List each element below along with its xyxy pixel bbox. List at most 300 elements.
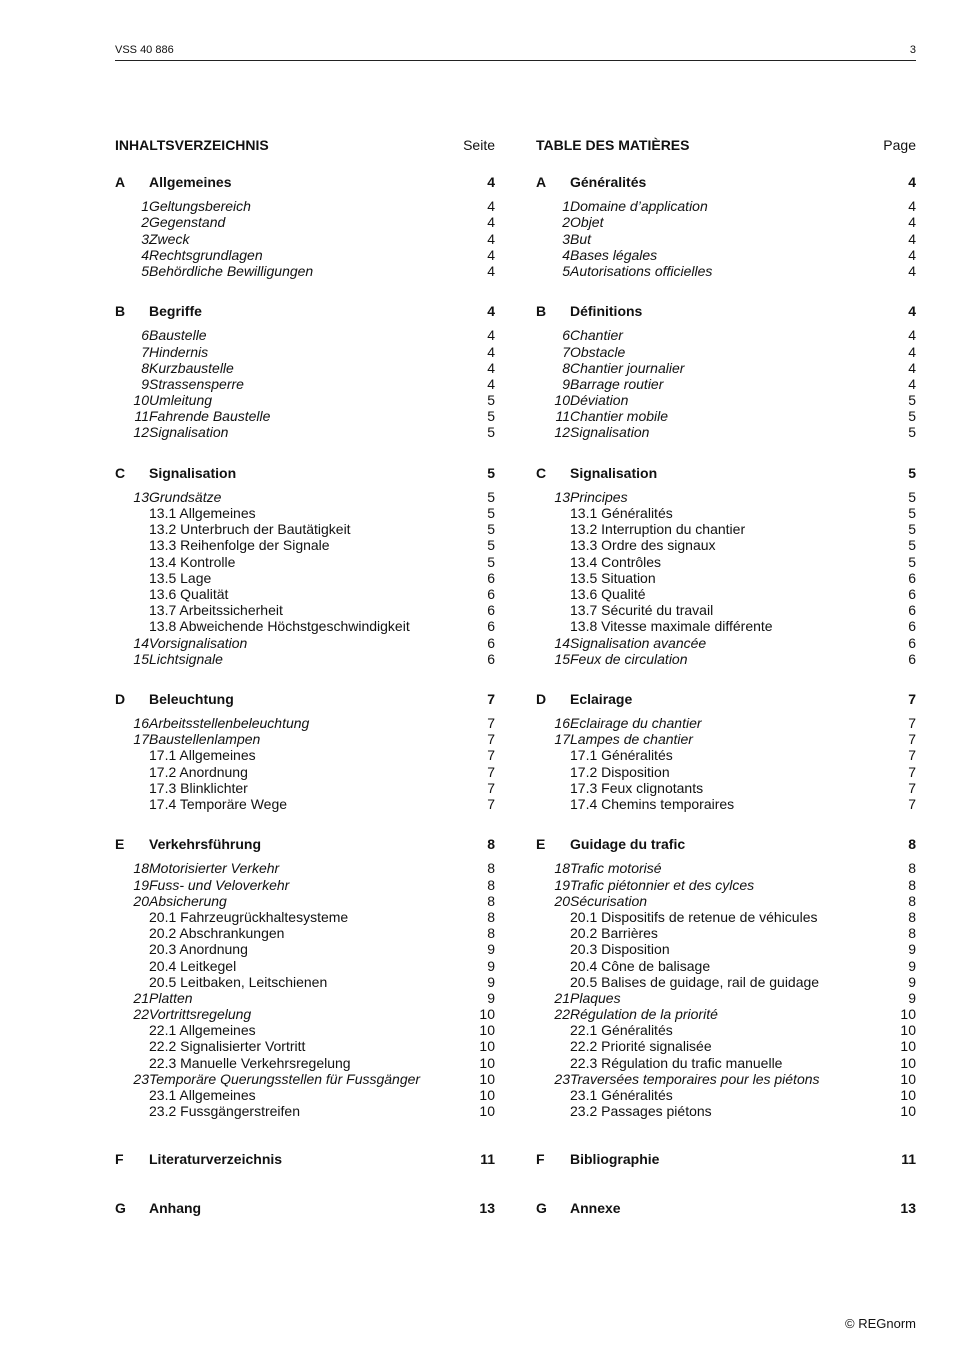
section-page: 5 (908, 464, 916, 481)
toc-entry (536, 408, 916, 424)
entry-label: Temporäre Querungsstellen für Fussgänger (149, 1070, 421, 1087)
entry-page: 10 (900, 1054, 916, 1071)
entry-label: 13.6 Qualität (149, 585, 229, 602)
toc-subentry (115, 1103, 495, 1119)
toc-entry (115, 247, 495, 263)
toc-entry (536, 731, 916, 747)
toc-subentry (536, 1055, 916, 1071)
entry-number: 17 (133, 731, 149, 748)
entry-label: 23.2 Passages piétons (570, 1103, 712, 1120)
section-letter: G (115, 1199, 126, 1216)
entry-page: 8 (487, 892, 495, 909)
toc-title: TABLE DES MATIÈRES (536, 137, 690, 153)
entry-page: 5 (908, 408, 916, 425)
toc-subentry (115, 1022, 495, 1038)
toc-subentry (536, 1103, 916, 1119)
toc-entry (536, 392, 916, 408)
entry-label: 17.2 Anordnung (149, 763, 248, 780)
toc-entry (536, 424, 916, 440)
entry-label: 13.3 Reihenfolge der Signale (149, 537, 330, 554)
entry-label: 20.4 Cône de balisage (570, 957, 711, 974)
toc-subentry (115, 586, 495, 602)
running-header (115, 44, 916, 61)
section-page: 4 (908, 303, 916, 320)
entry-number: 20 (554, 892, 570, 909)
entry-number: 4 (141, 246, 149, 263)
entry-page: 9 (487, 989, 495, 1006)
entry-label: Autorisations officielles (570, 262, 713, 279)
toc-section-heading (115, 836, 495, 852)
toc-subentry (536, 909, 916, 925)
section-letter: E (115, 836, 125, 853)
toc-section-heading (536, 303, 916, 319)
section-letter: D (115, 690, 126, 707)
entry-page: 7 (908, 715, 916, 732)
entry-page: 6 (908, 650, 916, 667)
section-letter: F (115, 1151, 124, 1168)
page-column-label: Seite (463, 137, 495, 153)
section-letter: B (115, 303, 126, 320)
entry-label: 13.3 Ordre des signaux (570, 537, 716, 554)
entry-number: 17 (554, 731, 570, 748)
toc-entry (115, 198, 495, 214)
entry-page: 4 (487, 327, 495, 344)
toc-title-row (115, 135, 495, 155)
toc-entry (115, 408, 495, 424)
toc-entry (536, 327, 916, 343)
entry-page: 6 (487, 634, 495, 651)
entry-page: 4 (487, 214, 495, 231)
section-page: 8 (487, 836, 495, 853)
entry-page: 7 (487, 747, 495, 764)
section-page: 13 (479, 1199, 495, 1216)
page-column-label: Page (883, 137, 916, 153)
entry-label: Fuss- und Veloverkehr (149, 876, 290, 893)
entry-label: Baustelle (149, 327, 207, 344)
toc-entry (536, 360, 916, 376)
entry-label: Arbeitsstellenbeleuchtung (149, 715, 310, 732)
toc-subentry (115, 537, 495, 553)
entry-page: 8 (487, 908, 495, 925)
entry-label: 20.2 Barrières (570, 925, 658, 942)
toc-entry (115, 344, 495, 360)
toc-subentry (115, 1087, 495, 1103)
entry-page: 6 (487, 569, 495, 586)
entry-page: 5 (487, 408, 495, 425)
entry-page: 5 (487, 505, 495, 521)
entry-label: Eclairage du chantier (570, 715, 702, 732)
entry-page: 4 (908, 375, 916, 392)
toc-section-heading (536, 691, 916, 707)
entry-label: 22.1 Généralités (570, 1022, 673, 1039)
entry-page: 5 (487, 537, 495, 554)
entry-number: 7 (141, 343, 149, 360)
entry-page: 8 (487, 925, 495, 942)
section-page: 4 (487, 303, 495, 320)
entry-page: 6 (487, 602, 495, 619)
entry-page: 7 (487, 796, 495, 812)
entry-label: 20.3 Disposition (570, 941, 670, 958)
entry-number: 5 (141, 262, 149, 279)
entry-label: 20.4 Leitkegel (149, 957, 237, 974)
entry-number: 16 (554, 715, 570, 732)
entry-page: 6 (908, 585, 916, 602)
toc-subentry (115, 796, 495, 812)
entry-label: 13.8 Vitesse maximale différente (570, 618, 773, 635)
entry-page: 6 (908, 602, 916, 619)
entry-number: 3 (562, 230, 570, 247)
entry-number: 23 (554, 1070, 570, 1087)
page-number: 3 (909, 44, 916, 56)
toc-subentry (536, 958, 916, 974)
toc-subentry (115, 1038, 495, 1054)
entry-page: 7 (908, 747, 916, 764)
entry-page: 10 (900, 1087, 916, 1103)
section-page: 11 (901, 1151, 916, 1168)
toc-subentry (536, 764, 916, 780)
entry-page: 10 (479, 1070, 495, 1087)
toc-entry (115, 263, 495, 279)
entry-number: 22 (133, 1006, 149, 1023)
entry-page: 9 (487, 957, 495, 974)
entry-label: 13.2 Unterbruch der Bautätigkeit (149, 521, 351, 538)
toc-subentry (115, 570, 495, 586)
entry-page: 9 (908, 989, 916, 1006)
entry-number: 20 (133, 892, 149, 909)
entry-label: Signalisation (149, 424, 229, 441)
entry-page: 10 (900, 1038, 916, 1055)
entry-label: 13.8 Abweichende Höchstgeschwindigkeit (149, 618, 410, 635)
section-title: Beleuchtung (149, 690, 234, 707)
toc-section-heading (115, 691, 495, 707)
entry-number: 12 (554, 424, 570, 441)
section-title: Begriffe (149, 303, 202, 320)
toc-subentry (536, 1038, 916, 1054)
entry-label: 17.1 Généralités (570, 747, 673, 764)
toc-subentry (536, 618, 916, 634)
entry-page: 4 (487, 375, 495, 392)
section-title: Verkehrsführung (149, 836, 262, 853)
toc-section-heading (115, 1200, 495, 1216)
toc-subentry (115, 747, 495, 763)
toc-entry (115, 731, 495, 747)
toc-subentry (536, 1022, 916, 1038)
section-page: 4 (487, 174, 495, 190)
toc-subentry (536, 505, 916, 521)
entry-label: Signalisation (570, 424, 650, 441)
entry-page: 10 (479, 1006, 495, 1023)
entry-label: 20.3 Anordnung (149, 941, 248, 958)
toc-german (115, 135, 495, 1216)
entry-page: 9 (908, 973, 916, 990)
section-title: Guidage du trafic (570, 836, 686, 853)
entry-label: Fahrende Baustelle (149, 408, 271, 425)
toc-subentry (536, 554, 916, 570)
entry-label: 23.1 Allgemeines (149, 1087, 256, 1103)
toc-subentry (536, 925, 916, 941)
toc-title: INHALTSVERZEICHNIS (115, 137, 269, 153)
entry-number: 9 (141, 375, 149, 392)
toc-entry (115, 1006, 495, 1022)
entry-label: 13.5 Situation (570, 569, 656, 586)
entry-page: 5 (487, 553, 495, 570)
toc-entry (536, 231, 916, 247)
section-letter: C (115, 464, 126, 481)
entry-label: 13.1 Généralités (570, 505, 673, 521)
toc-entry (115, 893, 495, 909)
entry-label: Trafic piétonnier et des cylces (570, 876, 755, 893)
toc-subentry (536, 974, 916, 990)
entry-number: 1 (562, 198, 570, 215)
section-letter: D (536, 690, 547, 707)
entry-label: Régulation de la priorité (570, 1006, 718, 1023)
entry-page: 5 (908, 392, 916, 409)
entry-page: 4 (908, 327, 916, 344)
entry-number: 13 (554, 488, 570, 505)
section-title: Généralités (570, 174, 647, 190)
section-letter: A (536, 174, 547, 190)
entry-label: Barrage routier (570, 375, 664, 392)
entry-page: 10 (900, 1006, 916, 1023)
section-title: Signalisation (570, 464, 658, 481)
toc-entry (536, 214, 916, 230)
entry-page: 7 (487, 731, 495, 748)
entry-number: 21 (133, 989, 149, 1006)
entry-label: Lampes de chantier (570, 731, 693, 748)
entry-number: 10 (133, 392, 149, 409)
section-page: 13 (900, 1199, 916, 1216)
entry-label: Feux de circulation (570, 650, 688, 667)
entry-page: 4 (908, 214, 916, 231)
entry-label: Vortrittsregelung (149, 1006, 252, 1023)
entry-number: 18 (554, 860, 570, 877)
entry-label: Domaine d’application (570, 198, 708, 215)
toc-subentry (115, 1055, 495, 1071)
entry-page: 10 (479, 1103, 495, 1120)
toc-subentry (536, 570, 916, 586)
toc-section-heading (536, 465, 916, 481)
toc-entry (115, 424, 495, 440)
entry-label: Déviation (570, 392, 629, 409)
entry-label: Chantier journalier (570, 359, 685, 376)
toc-entry (115, 990, 495, 1006)
section-title: Literaturverzeichnis (149, 1151, 283, 1168)
section-letter: B (536, 303, 547, 320)
section-title: Signalisation (149, 464, 237, 481)
entry-page: 7 (908, 763, 916, 780)
entry-page: 7 (487, 763, 495, 780)
entry-page: 10 (900, 1022, 916, 1039)
entry-number: 9 (562, 375, 570, 392)
entry-page: 9 (487, 973, 495, 990)
entry-page: 8 (487, 860, 495, 877)
toc-entry (115, 376, 495, 392)
entry-label: Motorisierter Verkehr (149, 860, 280, 877)
entry-label: 17.1 Allgemeines (149, 747, 256, 764)
entry-label: Platten (149, 989, 193, 1006)
toc-subentry (536, 796, 916, 812)
entry-page: 5 (908, 521, 916, 538)
toc-entry (115, 489, 495, 505)
entry-page: 9 (487, 941, 495, 958)
entry-number: 15 (554, 650, 570, 667)
toc-entry (115, 392, 495, 408)
section-letter: C (536, 464, 547, 481)
entry-page: 8 (908, 908, 916, 925)
entry-number: 16 (133, 715, 149, 732)
toc-entry (115, 1071, 495, 1087)
entry-page: 6 (908, 569, 916, 586)
entry-number: 23 (133, 1070, 149, 1087)
entry-label: 22.1 Allgemeines (149, 1022, 256, 1039)
entry-number: 8 (562, 359, 570, 376)
entry-label: Geltungsbereich (149, 198, 251, 215)
entry-number: 22 (554, 1006, 570, 1023)
entry-label: 22.3 Manuelle Verkehrsregelung (149, 1054, 351, 1071)
entry-label: 22.3 Régulation du trafic manuelle (570, 1054, 783, 1071)
section-title: Allgemeines (149, 174, 232, 190)
entry-page: 4 (908, 262, 916, 279)
entry-number: 13 (133, 488, 149, 505)
entry-page: 10 (479, 1087, 495, 1103)
entry-label: Sécurisation (570, 892, 648, 909)
entry-label: Grundsätze (149, 488, 222, 505)
entry-number: 6 (562, 327, 570, 344)
entry-label: 13.4 Contrôles (570, 553, 662, 570)
entry-label: 17.4 Temporäre Wege (149, 796, 288, 812)
entry-label: 13.6 Qualité (570, 585, 646, 602)
entry-label: 23.1 Généralités (570, 1087, 673, 1103)
section-letter: E (536, 836, 546, 853)
toc-subentry (115, 925, 495, 941)
entry-label: 20.5 Balises de guidage, rail de guidage (570, 973, 820, 990)
toc-subentry (115, 909, 495, 925)
toc-entry (115, 327, 495, 343)
entry-page: 5 (908, 505, 916, 521)
toc-section-heading (115, 303, 495, 319)
entry-number: 19 (554, 876, 570, 893)
entry-label: Hindernis (149, 343, 209, 360)
entry-number: 14 (554, 634, 570, 651)
entry-page: 8 (908, 860, 916, 877)
entry-number: 5 (562, 262, 570, 279)
toc-subentry (536, 586, 916, 602)
entry-page: 8 (908, 925, 916, 942)
entry-label: 20.2 Abschrankungen (149, 925, 285, 942)
entry-page: 7 (908, 731, 916, 748)
entry-label: 17.2 Disposition (570, 763, 670, 780)
toc-subentry (115, 602, 495, 618)
entry-label: Chantier mobile (570, 408, 669, 425)
entry-page: 5 (487, 521, 495, 538)
entry-page: 6 (487, 650, 495, 667)
entry-label: Chantier (570, 327, 623, 344)
toc-entry (115, 635, 495, 651)
entry-number: 1 (141, 198, 149, 215)
section-page: 7 (908, 690, 916, 707)
toc-entry (115, 651, 495, 667)
entry-label: 22.2 Priorité signalisée (570, 1038, 712, 1055)
entry-label: Strassensperre (149, 375, 244, 392)
entry-label: Traversées temporaires pour les piétons (570, 1070, 820, 1087)
entry-page: 4 (487, 198, 495, 215)
entry-number: 11 (134, 408, 149, 425)
entry-number: 14 (133, 634, 149, 651)
entry-page: 8 (487, 876, 495, 893)
entry-label: 13.7 Arbeitssicherheit (149, 602, 283, 619)
section-title: Définitions (570, 303, 643, 320)
toc-entry (115, 360, 495, 376)
entry-label: 20.1 Fahrzeugrückhaltesysteme (149, 908, 349, 925)
toc-entry (536, 893, 916, 909)
toc-entry (536, 1006, 916, 1022)
entry-page: 4 (908, 343, 916, 360)
toc-entry (536, 715, 916, 731)
toc-subentry (115, 941, 495, 957)
toc-section-heading (536, 1200, 916, 1216)
entry-number: 19 (133, 876, 149, 893)
entry-number: 21 (554, 989, 570, 1006)
toc-entry (536, 263, 916, 279)
entry-page: 5 (908, 424, 916, 441)
entry-page: 7 (487, 779, 495, 796)
entry-label: Vorsignalisation (149, 634, 248, 651)
entry-number: 11 (555, 408, 570, 425)
entry-page: 6 (487, 618, 495, 635)
toc-entry (115, 231, 495, 247)
toc-french (536, 135, 916, 1216)
toc-entry (536, 198, 916, 214)
entry-label: Objet (570, 214, 604, 231)
toc-entry (536, 635, 916, 651)
entry-label: Absicherung (149, 892, 227, 909)
entry-label: Kurzbaustelle (149, 359, 234, 376)
entry-label: 23.2 Fussgängerstreifen (149, 1103, 300, 1120)
toc-entry (536, 247, 916, 263)
toc-subentry (536, 1087, 916, 1103)
entry-label: Behördliche Bewilligungen (149, 262, 314, 279)
toc-entry (536, 860, 916, 876)
section-title: Bibliographie (570, 1151, 660, 1168)
entry-page: 5 (487, 424, 495, 441)
entry-label: 13.2 Interruption du chantier (570, 521, 746, 538)
entry-label: 20.5 Leitbaken, Leitschienen (149, 973, 328, 990)
entry-page: 9 (908, 941, 916, 958)
entry-page: 9 (908, 957, 916, 974)
toc-entry (115, 715, 495, 731)
entry-page: 4 (487, 262, 495, 279)
entry-label: 17.3 Blinklichter (149, 779, 248, 796)
toc-section-heading (536, 174, 916, 190)
entry-page: 4 (908, 246, 916, 263)
toc-subentry (115, 618, 495, 634)
toc-subentry (536, 941, 916, 957)
section-title: Annexe (570, 1199, 621, 1216)
entry-number: 2 (141, 214, 149, 231)
entry-label: Principes (570, 488, 628, 505)
entry-page: 4 (908, 198, 916, 215)
entry-page: 8 (908, 876, 916, 893)
entry-page: 4 (487, 230, 495, 247)
toc-entry (536, 344, 916, 360)
toc-subentry (115, 505, 495, 521)
entry-page: 10 (479, 1022, 495, 1039)
entry-label: 20.1 Dispositifs de retenue de véhicules (570, 908, 818, 925)
entry-page: 4 (487, 343, 495, 360)
copyright-notice: © REGnorm (845, 1316, 916, 1331)
toc-subentry (115, 958, 495, 974)
entry-number: 2 (562, 214, 570, 231)
